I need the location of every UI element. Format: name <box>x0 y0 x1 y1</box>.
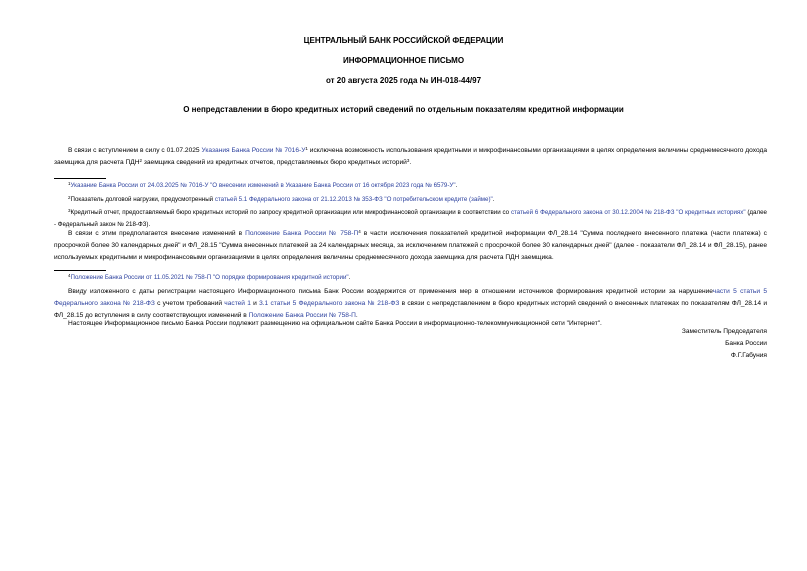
paragraph-text: в связи с непредставлением в бюро кредитных историй сведений о внесенных платежах по показателям ФЛ_28.14 и ФЛ_28.15 до вступления в силу соответствующих изменений в <box>54 300 767 319</box>
paragraph-text: В связи с вступлением в силу с 01.07.2025 <box>68 147 202 154</box>
paragraph-text: . <box>409 159 412 166</box>
footnote-text: Кредитный отчет, предоставляемый бюро кредитных историй по запросу кредитной организации или микрофинансовой организации в соответствии со <box>70 209 511 216</box>
link-ukazanie-7016u[interactable]: Указания Банка России № 7016-У <box>201 147 306 154</box>
link-polozhenie-758p-2[interactable]: Положение Банка России № 758-П <box>248 312 356 319</box>
footnote-2 <box>54 194 767 206</box>
paragraph-text: в части исключения показателей кредитной информации ФЛ_28.14 "Сумма последнего внесенного платежа (части платежа) с просрочкой более 30 календарных дней" и ФЛ_28.15 "Сумма внесенных платежей за 24 календарных месяца, за исключением платежей с просрочкой более 30 календарных дней" (далее - показатели ФЛ_28.14 и ФЛ_28.15), ранее используемых кредитными и микрофинансовыми организациями в целях определения величины среднемесячного дохода заемщика для расчета ПДН заемщика. <box>54 230 767 261</box>
footnote-1 <box>54 180 767 192</box>
paragraph-text: Ввиду изложенного с даты регистрации настоящего Информационного письма Банк России воздержится от применения мер в отношении источников формирования кредитной истории за нарушение <box>68 288 713 295</box>
paragraph-intro <box>54 145 767 169</box>
paragraph-enforcement <box>54 286 767 322</box>
paragraph-text: исключена возможность использования кредитными и микрофинансовыми организациями в целях определения величины среднемесячного дохода заемщика для расчета ПДН <box>54 147 768 166</box>
date-number-heading: от 20 августа 2025 года № ИН-018-44/97 <box>325 76 482 85</box>
footnote-separator <box>54 270 106 271</box>
link-218fz-article-6[interactable]: статьей 6 Федерального закона от 30.12.2004 № 218-ФЗ "О кредитных историях" <box>510 209 746 216</box>
signature-block <box>567 326 767 362</box>
footnote-ref-4[interactable]: 4 <box>358 229 361 234</box>
signatory-organization: Банка России <box>725 340 767 347</box>
paragraph-text: В связи с этим предполагается внесение изменений в <box>68 230 246 237</box>
link-footnote-4-source[interactable]: Положение Банка России от 11.05.2021 № 758-П "О порядке формирования кредитной истории" <box>70 274 349 281</box>
link-218fz-article-5-part-5[interactable]: части 5 статьи 5 Федерального закона № 218-ФЗ <box>54 288 767 307</box>
link-353fz-article-5-1[interactable]: статьей 5.1 Федерального закона от 21.12.2013 № 353-ФЗ "О потребительском кредите (займе)" <box>214 196 493 203</box>
link-218fz-part-1[interactable]: частей 1 <box>224 300 251 307</box>
link-polozhenie-758p[interactable]: Положение Банка России № 758-П <box>245 230 359 237</box>
document-type-heading: ИНФОРМАЦИОННОЕ ПИСЬМО <box>342 56 465 65</box>
footnote-number: 3 <box>68 208 71 213</box>
paragraph-text: заемщика сведений из кредитных отчетов, представляемых бюро кредитных историй <box>142 159 407 166</box>
issuer-heading: ЦЕНТРАЛЬНЫЙ БАНК РОССИЙСКОЙ ФЕДЕРАЦИИ <box>303 36 504 45</box>
footnote-text: (далее - Федеральный закон № 218-ФЗ). <box>54 209 767 229</box>
link-218fz-article-5-part-3-1[interactable]: 3.1 статьи 5 Федерального закона № 218-ФЗ <box>259 300 400 307</box>
link-footnote-1-source[interactable]: Указание Банка России от 24.03.2025 № 7016-У "О внесении изменений в Указание Банка России от 16 октября 2023 года № 6579-У" <box>70 182 456 189</box>
footnote-separator <box>54 178 106 179</box>
subject-heading: О непредставлении в бюро кредитных историй сведений по отдельным показателям кредитной информации <box>183 105 624 114</box>
footnote-text: . <box>492 196 495 203</box>
footnote-ref-1[interactable]: 1 <box>305 146 308 151</box>
signatory-position: Заместитель Председателя <box>681 328 767 335</box>
paragraph-planned-changes <box>54 228 767 264</box>
footnote-text: Показатель долговой нагрузки, предусмотренный <box>70 196 215 203</box>
footnote-number: 2 <box>68 195 71 200</box>
paragraph-text: и <box>250 300 260 307</box>
signatory-name: Ф.Г.Габуния <box>730 352 767 359</box>
paragraph-text: . <box>355 312 358 319</box>
footnote-4 <box>54 272 767 284</box>
paragraph-text: Настоящее Информационное письмо Банка России подлежит размещению на официальном сайте Банка России в информационно-телекоммуникационной сети "Интернет". <box>68 320 602 327</box>
footnote-text: . <box>455 182 458 189</box>
footnote-number: 1 <box>68 181 71 186</box>
footnote-ref-3[interactable]: 3 <box>406 158 410 163</box>
footnote-ref-2[interactable]: 2 <box>139 158 142 163</box>
footnote-text: . <box>348 274 351 281</box>
footnote-number: 4 <box>68 273 71 278</box>
paragraph-text: с учетом требований <box>154 300 225 307</box>
